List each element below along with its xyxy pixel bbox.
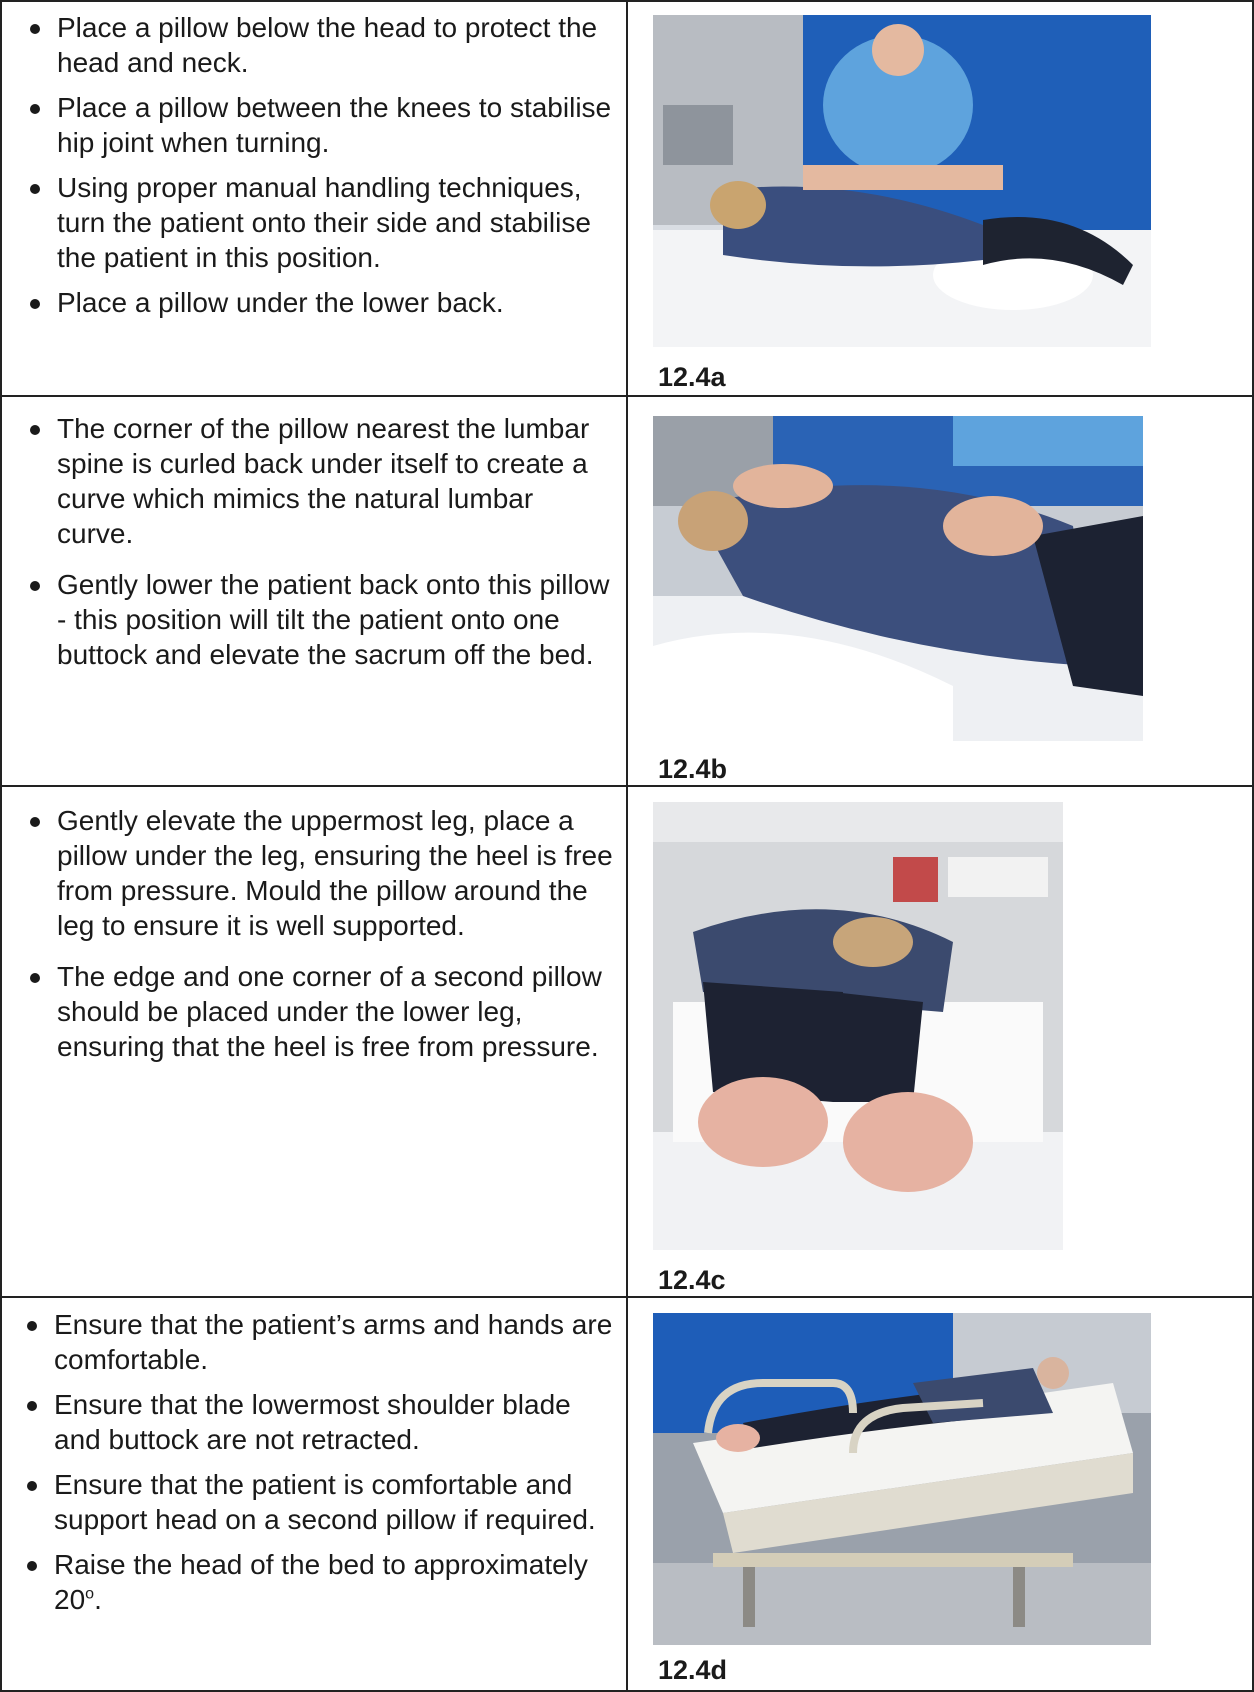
step-item: Place a pillow below the head to protect the head and neck. — [26, 10, 616, 80]
step-item: The edge and one corner of a second pillow should be placed under the lower leg, ensuring that the heel is free from pressure. — [26, 959, 616, 1064]
caption-12-4c: 12.4c — [658, 1265, 726, 1295]
step-list — [26, 803, 616, 1064]
photo-12-4d — [653, 1313, 1151, 1645]
step-item: Place a pillow between the knees to stabilise hip joint when turning. — [26, 90, 616, 160]
step-item: Gently lower the patient back onto this pillow - this position will tilt the patient onto one buttock and elevate the sacrum off the bed. — [26, 567, 616, 672]
step-item: Place a pillow under the lower back. — [26, 285, 616, 320]
step-item: Ensure that the patient’s arms and hands are comfortable. — [23, 1307, 613, 1377]
step-list — [23, 1307, 613, 1617]
step-item: The corner of the pillow nearest the lumbar spine is curled back under itself to create a curve which mimics the natural lumbar curve. — [26, 411, 616, 551]
caption-12-4b: 12.4b — [658, 754, 728, 784]
step-item: Ensure that the lowermost shoulder blade and buttock are not retracted. — [23, 1387, 613, 1457]
step-item — [23, 1547, 613, 1617]
step-text: Raise the head of the bed to approximately 20 — [54, 1549, 588, 1615]
step-item: Ensure that the patient is comfortable and support head on a second pillow if required. — [23, 1467, 613, 1537]
step-item: Using proper manual handling techniques, turn the patient onto their side and stabilise the patient in this position. — [26, 170, 616, 275]
table-border-left — [0, 0, 2, 1692]
row-a-text — [26, 10, 616, 330]
caption-12-4a: 12.4a — [658, 362, 726, 392]
row-d-text — [23, 1307, 613, 1627]
photo-12-4b — [653, 416, 1143, 741]
column-divider — [626, 0, 628, 1692]
photo-12-4a — [653, 15, 1151, 347]
step-list — [26, 10, 616, 320]
step-list — [26, 411, 616, 672]
row-c-text — [26, 803, 616, 1074]
photo-12-4c — [653, 802, 1063, 1250]
caption-12-4d: 12.4d — [658, 1655, 728, 1685]
row-b-text — [26, 411, 616, 682]
step-suffix: . — [94, 1584, 102, 1615]
degree-superscript: o — [85, 1585, 95, 1603]
step-item: Gently elevate the uppermost leg, place a pillow under the leg, ensuring the heel is free from pressure. Mould the pillow around the leg to ensure it is well supported. — [26, 803, 616, 943]
